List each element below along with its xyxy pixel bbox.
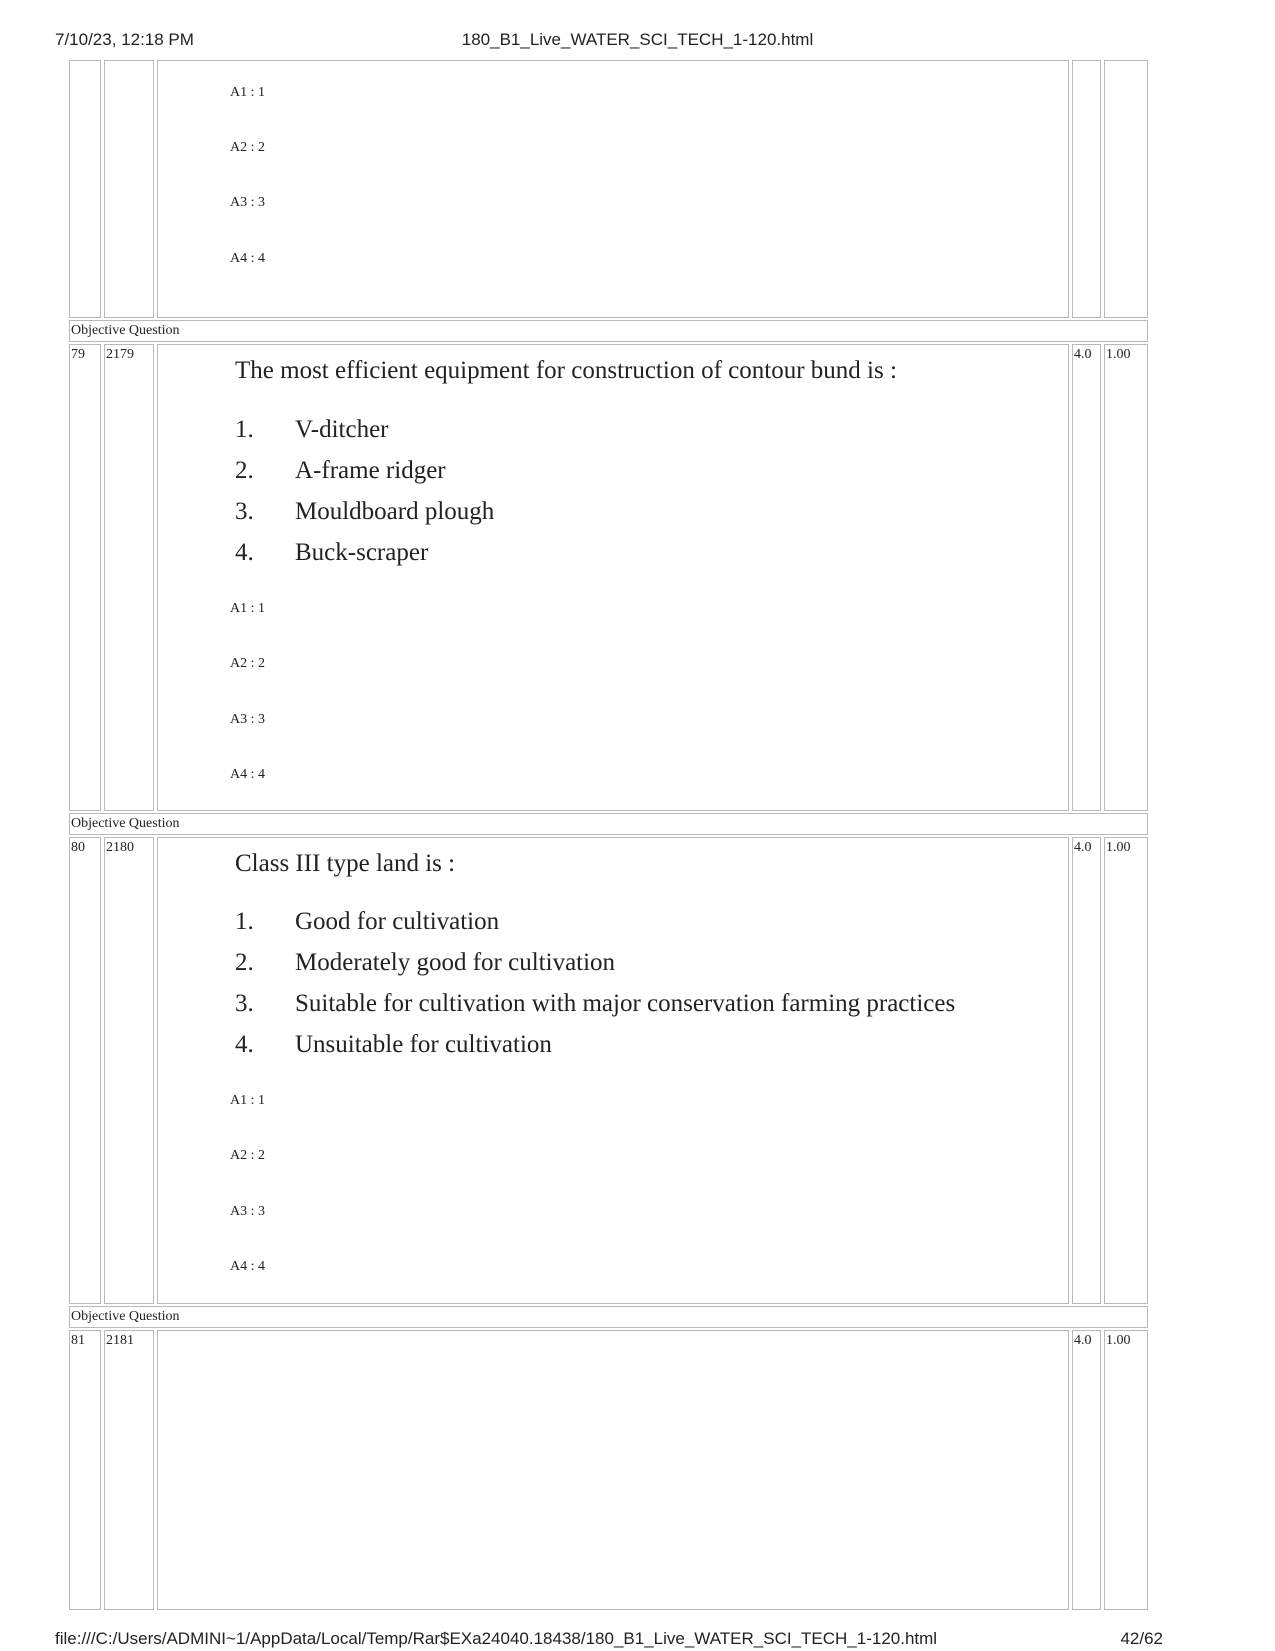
question-serial-number: 79 [71,347,85,362]
option-text: Unsuitable for cultivation [295,1031,552,1058]
question-cell [157,1330,1069,1610]
answer-line: A4 : 4 [230,1259,265,1274]
qid-cell [104,60,154,318]
document-title: 180_B1_Live_WATER_SCI_TECH_1-120.html [461,30,814,49]
negative-marks-value: 1.00 [1106,347,1131,362]
answer-line: A2 : 2 [230,656,265,671]
question-text: Class III type land is : [235,850,456,877]
option-text: V-ditcher [295,416,389,443]
negative-marks-value: 1.00 [1106,1333,1131,1348]
qid-cell [104,344,154,811]
question-type-label: Objective Question [71,1309,180,1324]
option-number: 2. [235,949,254,976]
option-text: Buck-scraper [295,539,429,566]
answer-line: A4 : 4 [230,251,265,266]
option-item [235,539,428,567]
option-text: Suitable for cultivation with major conservation farming practices [295,990,956,1017]
option-item [235,990,955,1018]
negative-cell [1104,344,1148,811]
answer-line: A2 : 2 [230,1148,265,1163]
option-number: 4. [235,1031,254,1058]
answer-line: A3 : 3 [230,1204,265,1219]
question-text: The most efficient equipment for construction of contour bund is : [235,357,897,384]
negative-marks-value: 1.00 [1106,840,1131,855]
sno-cell [69,837,101,1304]
marks-cell [1072,344,1101,811]
question-id: 2181 [106,1333,134,1348]
answer-line: A3 : 3 [230,712,265,727]
marks-cell [1072,1330,1101,1610]
option-item [235,908,499,936]
question-type-bar [69,320,1148,342]
option-item [235,949,615,977]
question-cell [157,344,1069,811]
answer-line: A4 : 4 [230,767,265,782]
answer-line: A2 : 2 [230,140,265,155]
sno-cell [69,1330,101,1610]
negative-cell [1104,60,1148,318]
question-serial-number: 80 [71,840,85,855]
qid-cell [104,1330,154,1610]
option-text: Good for cultivation [295,908,500,935]
marks-value: 4.0 [1074,840,1092,855]
answer-line: A1 : 1 [230,1093,265,1108]
answer-line: A1 : 1 [230,601,265,616]
option-number: 2. [235,457,254,484]
question-type-label: Objective Question [71,323,180,338]
question-id: 2179 [106,347,134,362]
negative-cell [1104,837,1148,1304]
negative-cell [1104,1330,1148,1610]
answer-line: A3 : 3 [230,195,265,210]
option-text: Mouldboard plough [295,498,495,525]
option-item [235,457,446,485]
question-cell [157,837,1069,1304]
question-id: 2180 [106,840,134,855]
print-datetime: 7/10/23, 12:18 PM [55,30,194,49]
answer-line: A1 : 1 [230,85,265,100]
option-item [235,416,389,444]
option-item [235,498,494,526]
option-number: 3. [235,498,254,525]
option-number: 1. [235,416,254,443]
qid-cell [104,837,154,1304]
option-text: A-frame ridger [295,457,446,484]
marks-cell [1072,60,1101,318]
sno-cell [69,344,101,811]
question-serial-number: 81 [71,1333,85,1348]
file-path: file:///C:/Users/ADMINI~1/AppData/Local/Temp/Rar$EXa24040.18438/180_B1_Live_WATER_SCI_TECH_1-120.html [55,1629,938,1648]
marks-value: 4.0 [1074,1333,1092,1348]
question-type-bar [69,1306,1148,1328]
option-number: 3. [235,990,254,1017]
question-type-label: Objective Question [71,816,180,831]
sno-cell [69,60,101,318]
marks-value: 4.0 [1074,347,1092,362]
option-number: 1. [235,908,254,935]
question-cell [157,60,1069,318]
option-item [235,1031,552,1059]
option-text: Moderately good for cultivation [295,949,616,976]
option-number: 4. [235,539,254,566]
question-type-bar [69,813,1148,835]
page-number: 42/62 [1120,1629,1163,1648]
question-table [69,60,1204,1596]
marks-cell [1072,837,1101,1304]
